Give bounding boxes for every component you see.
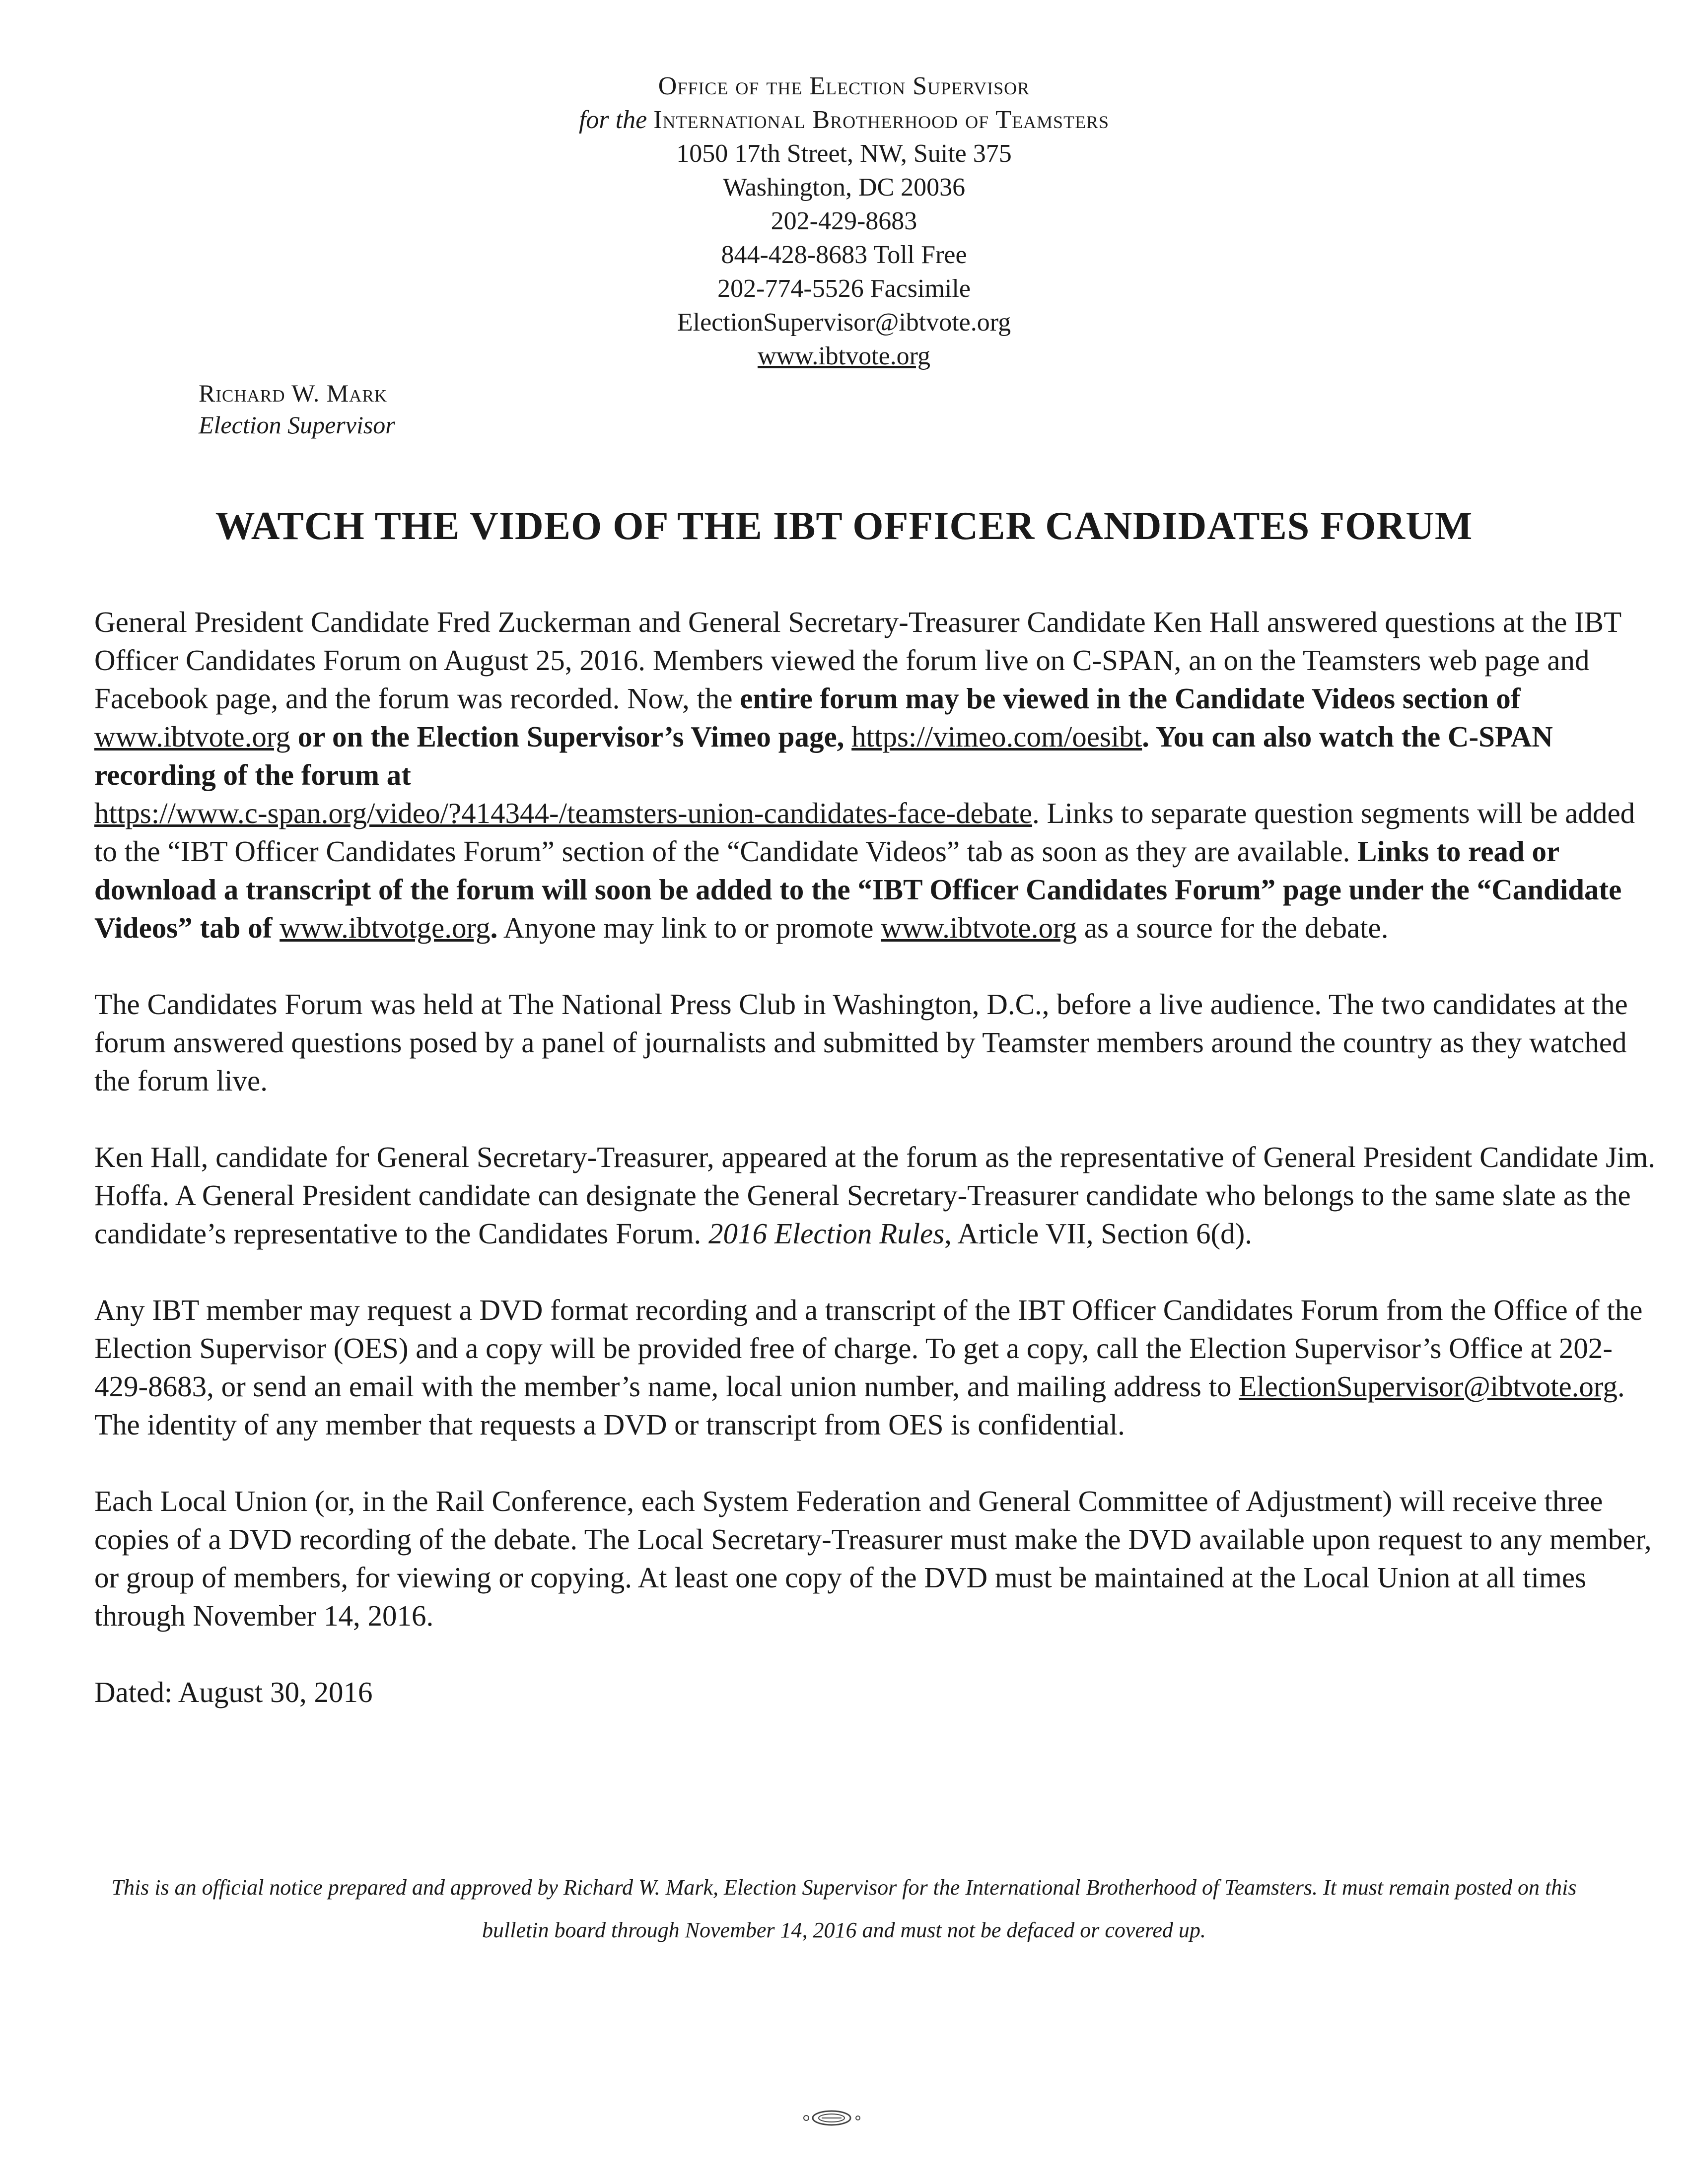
p1-text-e: as a source for the debate. xyxy=(1077,911,1389,944)
p3-text-b: , Article VII, Section 6(d). xyxy=(944,1217,1253,1250)
p1-text-a: General President Candidate Fred Zuckerman and General Secretary-Treasurer Candidate Ken Hall answered questions at the IBT Officer Candidates Forum on August 25, 2016. Members viewed the forum live on C-SPAN, an on the Teamsters web page and Facebook page, and the forum was recorded. Now, the xyxy=(94,606,1621,715)
p1-bold-1: entire forum may be viewed in the Candidate Videos section of xyxy=(740,682,1521,715)
official-notice-footer: This is an official notice prepared and approved by Richard W. Mark, Election Supervisor for the International Brotherhood of Teamsters. It must remain posted on this bulletin board through November 14, 2016 and must not be defaced or covered up. xyxy=(111,1875,1577,1942)
address-line-2: Washington, DC 20036 xyxy=(722,173,966,202)
toll-free-number: 844-428-8683 Toll Free xyxy=(721,241,967,269)
page-title: WATCH THE VIDEO OF THE IBT OFFICER CANDIDATES FORUM xyxy=(215,504,1473,548)
for-the-text: for the xyxy=(578,106,647,134)
office-name: Office of the Election Supervisor xyxy=(658,72,1030,100)
ibtvote-link-2[interactable]: www.ibtvote.org xyxy=(881,911,1077,944)
supervisor-name: Richard W. Mark xyxy=(199,379,388,407)
phone-number: 202-429-8683 xyxy=(771,207,917,235)
p4-text-a: Any IBT member may request a DVD format recording and a transcript of the IBT Officer Candidates Forum from the Office of the Election Supervisor (OES) and a copy will be provided free of charge. To get a copy, call the Election Supervisor’s Office at 202-429-8683, or send an email with the member’s name, local union number, and mailing address to xyxy=(94,1294,1643,1403)
supervisor-title: Election Supervisor xyxy=(199,411,395,439)
paragraph-4 xyxy=(94,1291,1663,1444)
p4-text-b: . The identity of any member that requests a DVD or transcript from OES is confidential. xyxy=(94,1370,1625,1441)
p1-text-d: Anyone may link to or promote xyxy=(497,911,881,944)
vimeo-link[interactable]: https://vimeo.com/oesibt xyxy=(851,720,1142,753)
org-line xyxy=(0,103,1688,137)
p1-text-c: . Links to separate question segments will be added to the “IBT Officer Candidates Forum” section of the “Candidate Videos” tab as soon as they are available. xyxy=(94,797,1635,868)
paragraph-3 xyxy=(94,1138,1663,1253)
ibtvote-link-1[interactable]: www.ibtvote.org xyxy=(94,720,290,753)
p1-bold-4: Links to read or download a transcript of the forum will soon be added to the “IBT Officer Candidates Forum” page under the “Candidate Videos” tab of xyxy=(94,835,1622,944)
p1-bold-2: or on the Election Supervisor’s Vimeo page, xyxy=(290,720,852,753)
election-rules-title: 2016 Election Rules xyxy=(708,1217,945,1250)
p1-bold-5: . xyxy=(490,911,498,944)
fax-number: 202-774-5526 Facsimile xyxy=(717,274,971,303)
paragraph-2: The Candidates Forum was held at The National Press Club in Washington, D.C., before a live audience. The two candidates at the forum answered questions posed by a panel of journalists and submitted by Teamster members around the country as they watched the forum live. xyxy=(94,988,1628,1097)
ibtvotge-link[interactable]: www.ibtvotge.org xyxy=(280,911,491,944)
union-label-icon xyxy=(799,2107,864,2129)
p3-text-a: Ken Hall, candidate for General Secretary-Treasurer, appeared at the forum as the representative of General President Candidate Jim. Hoffa. A General President candidate can designate the General Secretary-Treasurer candidate who belongs to the same slate as the candidate’s representative to the Candidates Forum. xyxy=(94,1141,1656,1250)
dated-line: Dated: August 30, 2016 xyxy=(94,1676,373,1708)
address-line-1: 1050 17th Street, NW, Suite 375 xyxy=(676,139,1012,168)
paragraph-5: Each Local Union (or, in the Rail Conference, each System Federation and General Committee of Adjustment) will receive three copies of a DVD recording of the debate. The Local Secretary-Treasurer must make the DVD available upon request to any member, or group of members, for viewing or copying. At least one copy of the DVD must be maintained at the Local Union at all times through November 14, 2016. xyxy=(94,1485,1652,1632)
notice-body xyxy=(94,603,1663,1750)
p1-bold-3: . You can also watch the C-SPAN recording of the forum at xyxy=(94,720,1553,791)
email-link[interactable]: ElectionSupervisor@ibtvote.org xyxy=(1239,1370,1618,1403)
supervisor-block xyxy=(199,377,395,441)
letterhead xyxy=(0,69,1688,373)
email-address: ElectionSupervisor@ibtvote.org xyxy=(677,308,1011,337)
paragraph-1 xyxy=(94,603,1663,947)
org-name: International Brotherhood of Teamsters xyxy=(653,106,1110,134)
cspan-link[interactable]: https://www.c-span.org/video/?414344-/teamsters-union-candidates-face-debate xyxy=(94,797,1033,829)
website-link[interactable]: www.ibtvote.org xyxy=(757,342,931,370)
